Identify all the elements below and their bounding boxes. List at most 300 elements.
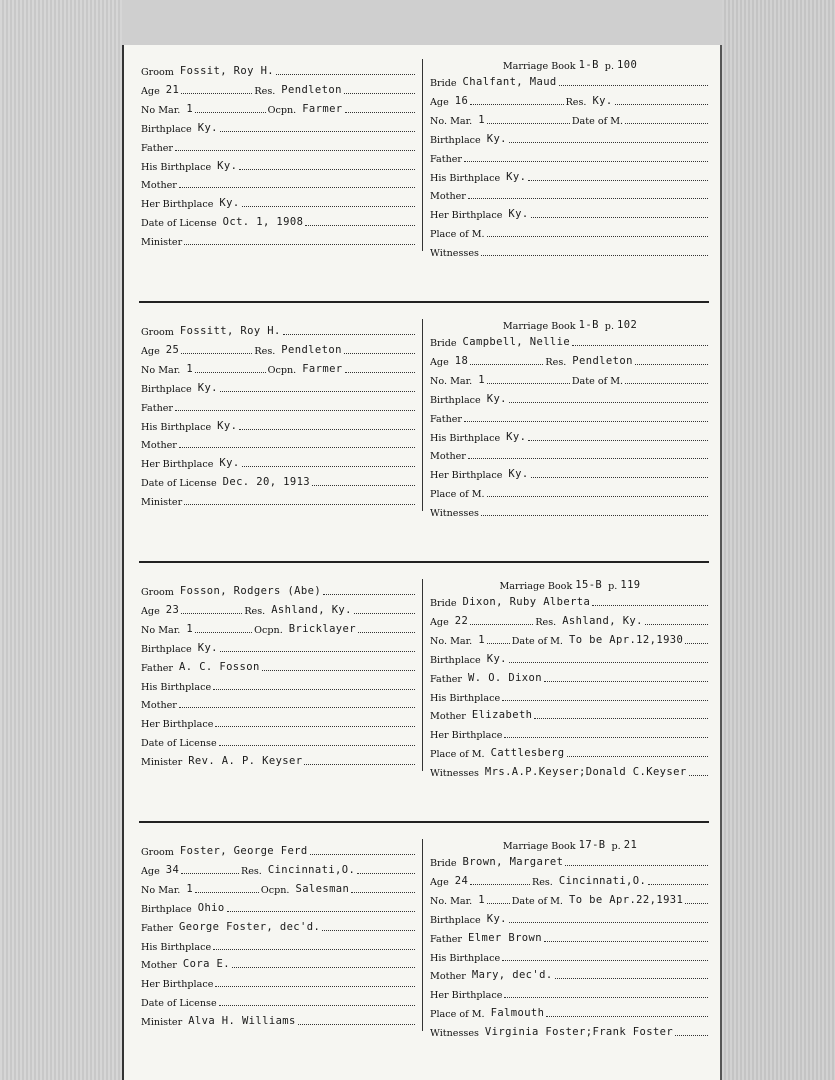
- groom-mother-row: [141, 694, 417, 711]
- dotted-leader: [345, 111, 415, 113]
- dotted-leader: [357, 872, 415, 874]
- groom-age-label: Age: [141, 865, 160, 877]
- bride-date-of-m-value: To be Apr.12,1930: [568, 633, 684, 646]
- bride-father-value: W. O. Dixon: [468, 671, 542, 684]
- bride-father-label: Father: [430, 933, 463, 945]
- marriage-record: [124, 55, 720, 290]
- dotted-leader: [544, 680, 708, 682]
- dotted-leader: [215, 725, 415, 727]
- groom-no-mar-row: [141, 99, 417, 116]
- groom-date-of-license-row: [141, 212, 417, 229]
- groom-his-birthplace-row: [141, 936, 417, 953]
- dotted-leader: [502, 699, 708, 701]
- groom-ocpn-value: Farmer: [302, 102, 343, 115]
- bride-her-birthplace-label: Her Birthplace: [430, 210, 503, 222]
- dotted-leader: [179, 186, 415, 188]
- dotted-leader: [635, 363, 708, 365]
- bride-father-row: [430, 148, 710, 165]
- bride-birthplace-value: Ky.: [486, 392, 507, 405]
- groom-her-birthplace-value: Ky.: [219, 457, 240, 470]
- groom-no-mar-row: [141, 359, 417, 376]
- bride-father-value: Elmer Brown: [468, 931, 542, 944]
- groom-minister-label: Minister: [141, 757, 183, 769]
- groom-birthplace-row: [141, 378, 417, 395]
- bride-mother-row: [430, 445, 710, 462]
- bride-name-value: Chalfant, Maud: [462, 76, 557, 88]
- groom-father-label: Father: [141, 402, 174, 414]
- bride-father-label: Father: [430, 413, 463, 425]
- bride-no-mar-row: [430, 630, 710, 647]
- groom-mother-value: Cora E.: [182, 958, 230, 971]
- dotted-leader: [213, 948, 415, 950]
- bride-place-of-m-row: [430, 483, 710, 500]
- groom-age-value: 21: [165, 83, 180, 96]
- dotted-leader: [487, 122, 570, 124]
- bride-father-label: Father: [430, 153, 463, 165]
- bride-res-label: Res.: [545, 356, 567, 368]
- bride-name-row: [430, 852, 710, 869]
- record-divider: [139, 561, 709, 563]
- bride-witnesses-row: [430, 762, 710, 779]
- bride-name-row: [430, 332, 710, 349]
- scan-right-margin: [722, 0, 835, 1080]
- groom-his-birthplace-label: His Birthplace: [141, 681, 212, 693]
- bride-date-of-m-label: Date of M.: [571, 375, 624, 387]
- dotted-leader: [298, 1023, 415, 1025]
- dotted-leader: [184, 503, 415, 505]
- groom-birthplace-value: Ky.: [197, 381, 218, 394]
- bride-res-value: Ashland, Ky.: [562, 614, 643, 627]
- dotted-leader: [509, 401, 708, 403]
- dotted-leader: [215, 985, 415, 987]
- bride-place-of-m-label: Place of M.: [430, 489, 485, 501]
- bride-age-value: 18: [454, 354, 469, 367]
- bride-witnesses-label: Witnesses: [430, 768, 479, 780]
- dotted-leader: [242, 465, 415, 467]
- bride-name-label: Bride: [430, 598, 457, 609]
- groom-birthplace-value: Ky.: [197, 641, 218, 654]
- dotted-leader: [546, 1015, 708, 1017]
- groom-birthplace-label: Birthplace: [141, 903, 192, 915]
- groom-her-birthplace-value: Ky.: [219, 197, 240, 210]
- marriage-record: [124, 315, 720, 550]
- groom-his-birthplace-label: His Birthplace: [141, 941, 212, 953]
- groom-minister-label: Minister: [141, 237, 183, 249]
- page-label: p.: [608, 581, 618, 592]
- groom-name-value: Fosson, Rodgers (Abe): [179, 585, 322, 597]
- bride-no-mar-label: No. Mar.: [430, 895, 473, 907]
- groom-date-of-license-row: [141, 472, 417, 489]
- bride-her-birthplace-row: [430, 464, 710, 481]
- groom-father-value: George Foster, dec'd.: [179, 920, 321, 933]
- groom-date-of-license-label: Date of License: [141, 478, 217, 490]
- bride-mother-row: [430, 965, 710, 982]
- bride-place-of-m-row: [430, 1003, 710, 1020]
- groom-birthplace-label: Birthplace: [141, 123, 192, 135]
- bride-place-of-m-row: [430, 743, 710, 760]
- dotted-leader: [310, 853, 415, 855]
- bride-name-row: [430, 72, 710, 89]
- groom-date-of-license-value: Oct. 1, 1908: [222, 216, 304, 229]
- dotted-leader: [464, 420, 708, 422]
- dotted-leader: [509, 661, 708, 663]
- groom-mother-label: Mother: [141, 440, 177, 452]
- record-divider: [139, 301, 709, 303]
- marriage-book-row: [430, 315, 710, 332]
- dotted-leader: [592, 604, 708, 606]
- bride-birthplace-value: Ky.: [486, 652, 507, 665]
- bride-his-birthplace-label: His Birthplace: [430, 692, 501, 704]
- dotted-leader: [220, 390, 415, 392]
- bride-age-label: Age: [430, 876, 449, 888]
- dotted-leader: [345, 371, 415, 373]
- groom-date-of-license-label: Date of License: [141, 738, 217, 750]
- groom-name-value: Fossitt, Roy H.: [179, 325, 281, 337]
- dotted-leader: [304, 763, 415, 765]
- marriage-book-label: Marriage Book: [502, 841, 576, 852]
- bride-no-mar-row: [430, 890, 710, 907]
- groom-her-birthplace-row: [141, 453, 417, 470]
- groom-name-label: Groom: [141, 67, 174, 78]
- groom-birthplace-row: [141, 898, 417, 915]
- dotted-leader: [351, 891, 415, 893]
- groom-age-value: 34: [165, 863, 180, 876]
- groom-no-mar-label: No Mar.: [141, 364, 181, 376]
- groom-age-row: [141, 340, 417, 357]
- groom-minister-row: [141, 1011, 417, 1028]
- bride-date-of-m-label: Date of M.: [511, 895, 563, 907]
- groom-minister-row: [141, 491, 417, 508]
- dotted-leader: [531, 216, 708, 218]
- groom-no-mar-value: 1: [186, 102, 194, 115]
- groom-res-value: Pendleton: [281, 83, 342, 96]
- marriage-book-value: 15-B: [575, 579, 603, 591]
- bride-no-mar-value: 1: [478, 633, 485, 646]
- dotted-leader: [470, 363, 543, 365]
- dotted-leader: [470, 103, 563, 105]
- record-divider: [139, 821, 709, 823]
- bride-age-row: [430, 871, 710, 888]
- marriage-record-page: [122, 45, 722, 1080]
- groom-father-row: [141, 657, 417, 674]
- column-divider: [422, 59, 423, 251]
- bride-witnesses-label: Witnesses: [430, 1028, 479, 1040]
- bride-father-label: Father: [430, 673, 463, 685]
- dotted-leader: [358, 631, 415, 633]
- groom-father-row: [141, 137, 417, 154]
- bride-birthplace-value: Ky.: [486, 132, 507, 145]
- bride-no-mar-value: 1: [478, 373, 485, 386]
- bride-mother-label: Mother: [430, 451, 466, 463]
- groom-father-label: Father: [141, 142, 174, 154]
- groom-age-value: 25: [165, 343, 180, 356]
- dotted-leader: [487, 642, 510, 644]
- dotted-leader: [531, 476, 708, 478]
- groom-birthplace-value: Ky.: [197, 121, 218, 134]
- groom-birthplace-row: [141, 118, 417, 135]
- bride-age-label: Age: [430, 616, 449, 628]
- bride-witnesses-value: Mrs.A.P.Keyser;Donald C.Keyser: [484, 766, 687, 779]
- bride-name-value: Campbell, Nellie: [462, 336, 571, 348]
- dotted-leader: [625, 382, 708, 384]
- bride-name-label: Bride: [430, 858, 457, 869]
- bride-age-row: [430, 351, 710, 368]
- dotted-leader: [470, 623, 533, 625]
- groom-his-birthplace-label: His Birthplace: [141, 161, 212, 173]
- marriage-record: [124, 575, 720, 810]
- bride-birthplace-label: Birthplace: [430, 394, 481, 406]
- groom-her-birthplace-label: Her Birthplace: [141, 459, 214, 471]
- page-value: 119: [620, 579, 641, 591]
- bride-birthplace-row: [430, 909, 710, 926]
- groom-birthplace-value: Ohio: [197, 901, 225, 914]
- bride-witnesses-row: [430, 1022, 710, 1039]
- dotted-leader: [487, 495, 708, 497]
- dotted-leader: [219, 744, 415, 746]
- groom-age-label: Age: [141, 85, 160, 97]
- bride-age-value: 16: [454, 94, 469, 107]
- page-value: 21: [623, 839, 638, 851]
- dotted-leader: [239, 168, 415, 170]
- bride-date-of-m-label: Date of M.: [571, 115, 624, 127]
- groom-his-birthplace-row: [141, 416, 417, 433]
- groom-no-mar-label: No Mar.: [141, 104, 181, 116]
- groom-minister-value: Alva H. Williams: [188, 1015, 296, 1028]
- groom-his-birthplace-value: Ky.: [217, 419, 238, 432]
- dotted-leader: [175, 409, 415, 411]
- bride-no-mar-label: No. Mar.: [430, 375, 473, 387]
- dotted-leader: [470, 883, 530, 885]
- groom-minister-row: [141, 231, 417, 248]
- groom-date-of-license-row: [141, 732, 417, 749]
- dotted-leader: [565, 864, 708, 866]
- groom-mother-row: [141, 954, 417, 971]
- dotted-leader: [645, 623, 708, 625]
- bride-birthplace-label: Birthplace: [430, 654, 481, 666]
- groom-ocpn-value: Salesman: [295, 882, 350, 895]
- dotted-leader: [572, 344, 708, 346]
- dotted-leader: [323, 593, 415, 595]
- groom-minister-row: [141, 751, 417, 768]
- bride-father-row: [430, 928, 710, 945]
- dotted-leader: [468, 197, 708, 199]
- bride-name-row: [430, 592, 710, 609]
- groom-no-mar-row: [141, 879, 417, 896]
- dotted-leader: [195, 891, 259, 893]
- bride-his-birthplace-value: Ky.: [506, 170, 527, 183]
- groom-name-value: Fossit, Roy H.: [179, 65, 275, 77]
- dotted-leader: [502, 959, 708, 961]
- groom-age-row: [141, 600, 417, 617]
- bride-no-mar-label: No. Mar.: [430, 635, 473, 647]
- groom-ocpn-label: Ocpn.: [254, 624, 283, 636]
- groom-minister-label: Minister: [141, 497, 183, 509]
- bride-place-of-m-value: Falmouth: [490, 1007, 545, 1020]
- dotted-leader: [312, 484, 415, 486]
- groom-date-of-license-row: [141, 992, 417, 1009]
- marriage-book-value: 1-B: [578, 319, 599, 331]
- groom-res-value: Ashland, Ky.: [271, 603, 352, 616]
- marriage-book-row: [430, 575, 710, 592]
- dotted-leader: [555, 977, 708, 979]
- groom-her-birthplace-row: [141, 973, 417, 990]
- groom-minister-value: Rev. A. P. Keyser: [188, 755, 303, 768]
- groom-no-mar-row: [141, 619, 417, 636]
- dotted-leader: [344, 352, 415, 354]
- dotted-leader: [504, 996, 708, 998]
- bride-mother-row: [430, 185, 710, 202]
- groom-res-label: Res.: [240, 865, 262, 877]
- bride-his-birthplace-row: [430, 947, 710, 964]
- bride-her-birthplace-value: Ky.: [508, 468, 529, 481]
- bride-his-birthplace-label: His Birthplace: [430, 952, 501, 964]
- groom-her-birthplace-label: Her Birthplace: [141, 199, 214, 211]
- bride-mother-label: Mother: [430, 971, 466, 983]
- groom-age-label: Age: [141, 605, 160, 617]
- bride-age-value: 24: [454, 874, 469, 887]
- bride-her-birthplace-row: [430, 984, 710, 1001]
- dotted-leader: [220, 130, 415, 132]
- dotted-leader: [181, 352, 252, 354]
- groom-date-of-license-value: Dec. 20, 1913: [222, 476, 311, 489]
- bride-his-birthplace-label: His Birthplace: [430, 432, 501, 444]
- bride-place-of-m-label: Place of M.: [430, 1009, 485, 1021]
- groom-res-label: Res.: [254, 345, 276, 357]
- groom-ocpn-value: Farmer: [302, 362, 343, 375]
- bride-her-birthplace-label: Her Birthplace: [430, 730, 503, 742]
- dotted-leader: [509, 141, 708, 143]
- groom-her-birthplace-label: Her Birthplace: [141, 979, 214, 991]
- dotted-leader: [464, 160, 708, 162]
- groom-date-of-license-label: Date of License: [141, 998, 217, 1010]
- dotted-leader: [615, 103, 708, 105]
- bride-no-mar-row: [430, 110, 710, 127]
- bride-no-mar-value: 1: [478, 113, 485, 126]
- bride-birthplace-row: [430, 389, 710, 406]
- dotted-leader: [179, 706, 415, 708]
- bride-birthplace-row: [430, 649, 710, 666]
- bride-mother-label: Mother: [430, 711, 466, 723]
- dotted-leader: [559, 84, 708, 86]
- marriage-book-label: Marriage Book: [502, 321, 576, 332]
- groom-his-birthplace-row: [141, 156, 417, 173]
- bride-her-birthplace-label: Her Birthplace: [430, 990, 503, 1002]
- dotted-leader: [344, 92, 415, 94]
- groom-no-mar-value: 1: [186, 622, 194, 635]
- groom-age-label: Age: [141, 345, 160, 357]
- bride-birthplace-label: Birthplace: [430, 134, 481, 146]
- groom-name-row: [141, 61, 417, 78]
- bride-mother-value: Elizabeth: [471, 709, 533, 722]
- groom-ocpn-label: Ocpn.: [260, 884, 290, 896]
- dotted-leader: [487, 902, 510, 904]
- bride-res-label: Res.: [535, 616, 557, 628]
- dotted-leader: [232, 966, 415, 968]
- bride-his-birthplace-row: [430, 167, 710, 184]
- groom-age-value: 23: [165, 603, 180, 616]
- groom-father-value: A. C. Fosson: [179, 660, 260, 673]
- groom-no-mar-value: 1: [186, 362, 194, 375]
- dotted-leader: [179, 446, 415, 448]
- bride-no-mar-value: 1: [478, 893, 485, 906]
- dotted-leader: [195, 111, 265, 113]
- bride-his-birthplace-label: His Birthplace: [430, 172, 501, 184]
- page-label: p.: [604, 61, 614, 72]
- dotted-leader: [685, 902, 708, 904]
- bride-name-value: Dixon, Ruby Alberta: [462, 596, 591, 608]
- dotted-leader: [487, 382, 570, 384]
- groom-no-mar-value: 1: [186, 882, 194, 895]
- marriage-book-value: 1-B: [578, 59, 599, 71]
- dotted-leader: [544, 940, 708, 942]
- column-divider: [422, 319, 423, 511]
- groom-res-label: Res.: [254, 85, 276, 97]
- dotted-leader: [195, 371, 265, 373]
- bride-her-birthplace-row: [430, 204, 710, 221]
- groom-mother-row: [141, 434, 417, 451]
- dotted-leader: [685, 642, 708, 644]
- bride-age-label: Age: [430, 96, 449, 108]
- dotted-leader: [181, 872, 239, 874]
- groom-father-label: Father: [141, 922, 174, 934]
- bride-witnesses-value: Virginia Foster;Frank Foster: [484, 1026, 674, 1039]
- bride-father-row: [430, 408, 710, 425]
- groom-birthplace-label: Birthplace: [141, 383, 192, 395]
- bride-res-label: Res.: [531, 876, 553, 888]
- bride-place-of-m-value: Cattlesberg: [490, 747, 565, 760]
- bride-birthplace-label: Birthplace: [430, 914, 481, 926]
- bride-name-label: Bride: [430, 78, 457, 89]
- dotted-leader: [481, 514, 708, 516]
- dotted-leader: [220, 650, 415, 652]
- dotted-leader: [262, 669, 415, 671]
- bride-age-row: [430, 91, 710, 108]
- bride-mother-value: Mary, dec'd.: [471, 969, 553, 982]
- dotted-leader: [283, 333, 415, 335]
- dotted-leader: [481, 254, 708, 256]
- bride-age-value: 22: [454, 614, 469, 627]
- groom-minister-label: Minister: [141, 1017, 183, 1029]
- bride-his-birthplace-row: [430, 427, 710, 444]
- groom-birthplace-row: [141, 638, 417, 655]
- bride-witnesses-label: Witnesses: [430, 248, 479, 260]
- marriage-book-label: Marriage Book: [499, 581, 573, 592]
- bride-no-mar-row: [430, 370, 710, 387]
- marriage-record: [124, 835, 720, 1070]
- groom-name-value: Foster, George Ferd: [179, 845, 308, 857]
- bride-place-of-m-label: Place of M.: [430, 229, 485, 241]
- groom-ocpn-label: Ocpn.: [267, 364, 297, 376]
- bride-age-label: Age: [430, 356, 449, 368]
- marriage-book-label: Marriage Book: [502, 61, 576, 72]
- scan-left-margin: [0, 0, 122, 1080]
- dotted-leader: [184, 243, 415, 245]
- column-divider: [422, 579, 423, 771]
- groom-res-value: Cincinnati,O.: [267, 863, 356, 876]
- dotted-leader: [675, 1034, 708, 1036]
- groom-his-birthplace-value: Ky.: [217, 159, 238, 172]
- groom-res-value: Pendleton: [281, 343, 342, 356]
- dotted-leader: [625, 122, 708, 124]
- bride-her-birthplace-value: Ky.: [508, 208, 529, 221]
- bride-mother-label: Mother: [430, 191, 466, 203]
- dotted-leader: [354, 612, 415, 614]
- groom-name-row: [141, 581, 417, 598]
- bride-witnesses-row: [430, 242, 710, 259]
- groom-father-label: Father: [141, 662, 174, 674]
- dotted-leader: [504, 736, 708, 738]
- page-value: 102: [617, 319, 638, 331]
